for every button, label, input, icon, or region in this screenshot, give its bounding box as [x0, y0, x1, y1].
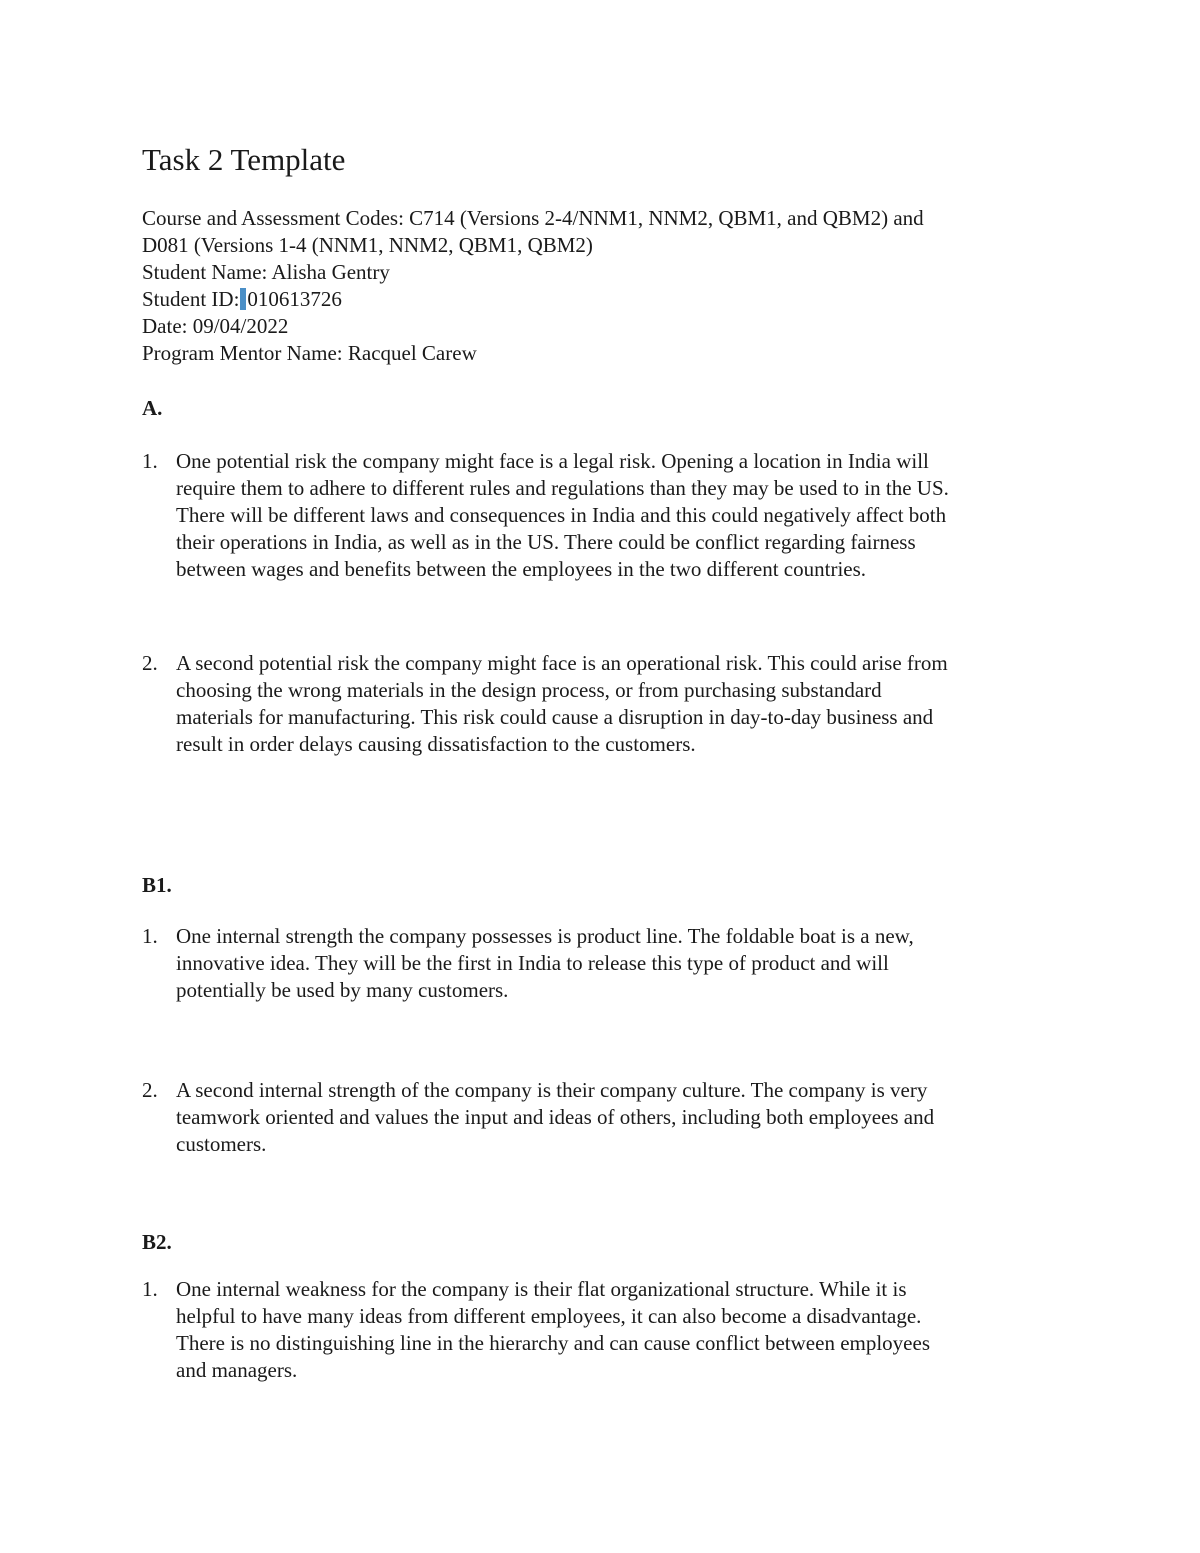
- text-line: teamwork oriented and values the input and ideas of others, including both employees and: [176, 1105, 935, 1129]
- section-a-item-2: [142, 650, 1047, 758]
- student-name: Student Name: Alisha Gentry: [142, 260, 390, 284]
- text-line: materials for manufacturing. This risk could cause a disruption in day-to-day business and: [176, 705, 934, 729]
- course-codes-line-2: D081 (Versions 1-4 (NNM1, NNM2, QBM1, QBM2): [142, 233, 593, 257]
- list-item-text: [176, 650, 1047, 758]
- text-line: One internal strength the company possesses is product line. The foldable boat is a new,: [176, 924, 914, 948]
- document-title: Task 2 Template: [142, 142, 346, 177]
- text-line: result in order delays causing dissatisfaction to the customers.: [176, 732, 696, 756]
- document-meta: [142, 205, 1042, 367]
- section-b2-heading: B2.: [142, 1230, 172, 1254]
- student-id: [142, 286, 1042, 313]
- list-item-text: [176, 1276, 1047, 1384]
- section-b1-heading: B1.: [142, 873, 172, 897]
- text-line: One potential risk the company might face is a legal risk. Opening a location in India will: [176, 449, 929, 473]
- text-line: and managers.: [176, 1358, 298, 1382]
- list-item-text: [176, 448, 1047, 583]
- section-b1-item-1: [142, 923, 1047, 1004]
- date: Date: 09/04/2022: [142, 314, 289, 338]
- list-number: 2.: [142, 1078, 158, 1102]
- text-line: A second internal strength of the company is their company culture. The company is very: [176, 1078, 928, 1102]
- course-codes-line-1: Course and Assessment Codes: C714 (Versions 2-4/NNM1, NNM2, QBM1, and QBM2) and: [142, 206, 924, 230]
- text-line: There will be different laws and consequences in India and this could negatively affect both: [176, 503, 947, 527]
- text-line: helpful to have many ideas from different employees, it can also become a disadvantage.: [176, 1304, 922, 1328]
- program-mentor: Program Mentor Name: Racquel Carew: [142, 341, 477, 365]
- section-a-heading: A.: [142, 396, 163, 420]
- text-line: innovative idea. They will be the first in India to release this type of product and will: [176, 951, 889, 975]
- text-line: One internal weakness for the company is their flat organizational structure. While it is: [176, 1277, 907, 1301]
- list-item-text: [176, 1077, 1047, 1158]
- text-line: their operations in India, as well as in the US. There could be conflict regarding fairness: [176, 530, 916, 554]
- text-line: choosing the wrong materials in the design process, or from purchasing substandard: [176, 678, 882, 702]
- section-b1-item-2: [142, 1077, 1047, 1158]
- text-line: between wages and benefits between the employees in the two different countries.: [176, 557, 867, 581]
- student-id-label: Student ID:: [142, 287, 240, 311]
- list-number: 2.: [142, 651, 158, 675]
- section-b2-item-1: [142, 1276, 1047, 1384]
- list-number: 1.: [142, 924, 158, 948]
- list-item-text: [176, 923, 1047, 1004]
- section-a-item-1: [142, 448, 1047, 583]
- list-number: 1.: [142, 1277, 158, 1301]
- text-line: require them to adhere to different rules and regulations than they may be used to in the US.: [176, 476, 949, 500]
- text-line: A second potential risk the company might face is an operational risk. This could arise from: [176, 651, 948, 675]
- student-id-value: 010613726: [247, 287, 342, 311]
- text-line: customers.: [176, 1132, 267, 1156]
- text-line: There is no distinguishing line in the hierarchy and can cause conflict between employees: [176, 1331, 931, 1355]
- list-number: 1.: [142, 449, 158, 473]
- text-cursor: [240, 288, 246, 310]
- text-line: potentially be used by many customers.: [176, 978, 509, 1002]
